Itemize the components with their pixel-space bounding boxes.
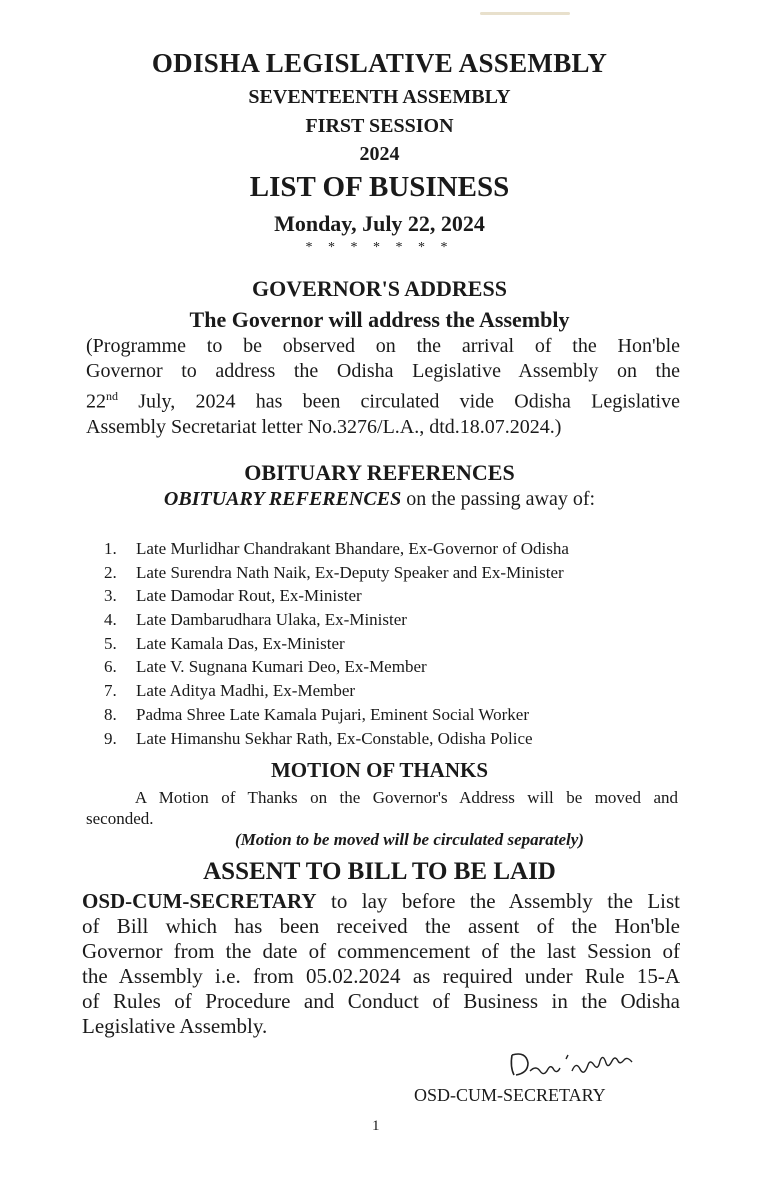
governor-line-2: Governor to address the Odisha Legislative Assembly on the [86,360,680,382]
assent-line-3: Governor from the date of commencement of the last Session of [82,939,680,963]
separator-stars: * * * * * * * [305,240,454,255]
list-item [104,655,569,679]
list-item [104,537,569,561]
list-item [104,632,569,656]
list-item [104,608,569,632]
list-item [104,679,569,703]
assent-lead: OSD-CUM-SECRETARY [82,889,317,913]
list-item-number: 1. [104,539,117,558]
assembly-title: ODISHA LEGISLATIVE ASSEMBLY [151,48,608,78]
list-item-text: Late Kamala Das, Ex-Minister [136,633,345,653]
governor-line-4: Assembly Secretariat letter No.3276/L.A., dtd.18.07.2024.) [86,415,562,438]
assent-line-1 [82,889,680,914]
list-item-text: Late Himanshu Sekhar Rath, Ex-Constable, Odisha Police [136,728,533,748]
list-item-number: 7. [104,681,117,701]
list-item-number: 3. [104,586,117,606]
list-item [104,584,569,608]
motion-line-2: seconded. [86,809,154,828]
list-item [104,561,569,585]
list-item-text: Late Surendra Nath Naik, Ex-Deputy Speaker and Ex-Minister [136,562,564,582]
list-item [104,727,569,751]
document-title: LIST OF BUSINESS [249,171,510,203]
obituary-heading: OBITUARY REFERENCES [244,460,515,485]
list-item-number: 5. [104,633,117,653]
governor-line-3 [86,384,680,415]
obituary-subheading [0,488,759,511]
obituary-list [104,537,569,750]
session-year: 2024 [359,143,400,165]
governor-heading: GOVERNOR'S ADDRESS [252,276,507,301]
governor-subheading: The Governor will address the Assembly [189,307,570,332]
motion-heading: MOTION OF THANKS [270,758,489,782]
assent-paragraph [82,889,680,1039]
obituary-sub-rest: on the passing away of: [401,488,596,510]
governor-programme-note [86,334,680,440]
list-item-text: Late Damodar Rout, Ex-Minister [136,586,362,606]
assembly-number: SEVENTEENTH ASSEMBLY [248,86,511,108]
governor-day-suffix: nd [106,389,118,403]
assent-line-6: Legislative Assembly. [82,1014,268,1038]
list-item-number: 8. [104,704,117,724]
governor-line-1: (Programme to be observed on the arrival of the Hon'ble [86,335,680,357]
list-item-text: Late Dambarudhara Ulaka, Ex-Minister [136,610,407,630]
list-item-number: 6. [104,657,117,677]
list-item-text: Padma Shree Late Kamala Pujari, Eminent Social Worker [136,704,529,724]
list-item-text: Late Murlidhar Chandrakant Bhandare, Ex-Governor of Odisha [136,539,569,558]
assent-heading: ASSENT TO BILL TO BE LAID [203,858,556,885]
page-number: 1 [372,1118,380,1134]
paper-mark [480,12,570,15]
assent-line-4: the Assembly i.e. from 05.02.2024 as required under Rule 15-A [82,964,680,988]
list-item-text: Late V. Sugnana Kumari Deo, Ex-Member [136,657,427,677]
governor-day: 22 [86,390,106,413]
obituary-sub-emphasis: OBITUARY REFERENCES [163,488,402,510]
list-item-number: 9. [104,728,117,748]
motion-paragraph [86,787,678,829]
assent-line-2: of Bill which has been received the assent of the Hon'ble [82,914,680,938]
assent-line-5: of Rules of Procedure and Conduct of Business in the Odisha [82,989,680,1013]
session-title: FIRST SESSION [305,115,454,137]
governor-line-3-text: July, 2024 has been circulated vide Odisha Legislative [118,390,680,413]
signatory-title: OSD-CUM-SECRETARY [414,1085,606,1105]
handwritten-signature [506,1045,646,1085]
list-item-number: 4. [104,610,117,630]
list-item-number: 2. [104,562,117,582]
motion-note: (Motion to be moved will be circulated separately) [235,830,584,849]
list-item [104,703,569,727]
list-item-text: Late Aditya Madhi, Ex-Member [136,681,356,701]
assent-line-1-text: to lay before the Assembly the List [316,889,680,913]
motion-line-1: A Motion of Thanks on the Governor's Address will be moved and [86,788,678,807]
business-date: Monday, July 22, 2024 [274,211,485,236]
